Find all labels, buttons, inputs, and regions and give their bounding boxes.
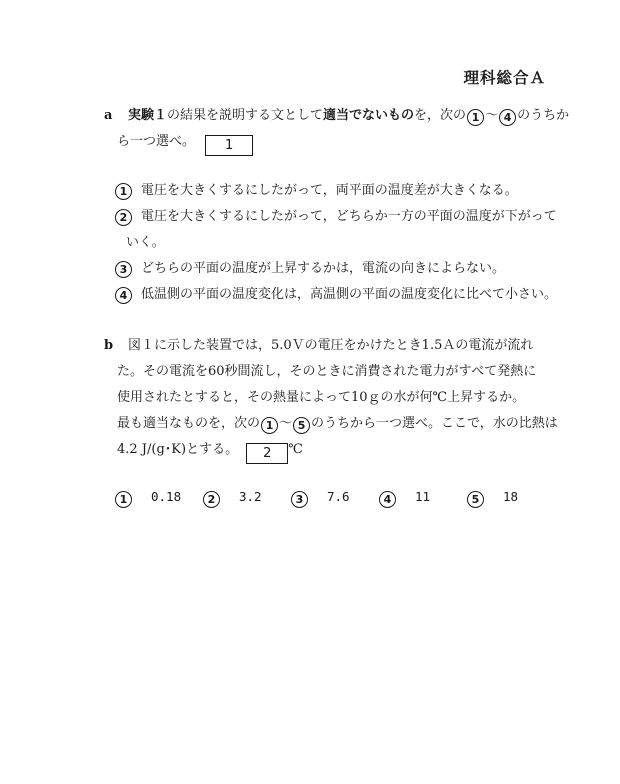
choice-2 <box>202 487 262 508</box>
question-b-text1: 図１に示した装置では，5.0Ｖの電圧をかけたとき1.5Ａの電流が流れ <box>128 338 534 353</box>
question-b-text4b: のうちから一つ選べ。ここで，水の比熱は <box>311 416 558 431</box>
emphasis-not-appropriate: 適当でないもの <box>323 108 415 123</box>
option-2-text: 電圧を大きくするにしたがって，どちらか一方の平面の温度が下がって <box>141 209 557 224</box>
choice-4-circle: 4 <box>379 491 396 508</box>
range-b-sep: 〜 <box>279 416 293 431</box>
question-b-letter: b <box>104 338 114 353</box>
choice-2-value: 3.2 <box>239 489 262 504</box>
question-a-text4: ら一つ選べ。 <box>117 134 196 149</box>
option-3-circle: 3 <box>115 261 132 278</box>
unit-celsius: ℃ <box>288 442 303 457</box>
question-a-text3: のうちか <box>517 108 570 123</box>
option-3-text: どちらの平面の温度が上昇するかは，電流の向きによらない。 <box>141 261 506 276</box>
question-b-text4a: 最も適当なものを，次の <box>117 416 261 431</box>
choice-1-value: 0.18 <box>151 489 182 504</box>
choice-1-circle: 1 <box>115 491 132 508</box>
range-sep: 〜 <box>485 108 499 123</box>
option-1-text: 電圧を大きくするにしたがって，両平面の温度差が大きくなる。 <box>141 183 518 198</box>
choice-1 <box>114 487 181 508</box>
range-b-start-circle: 1 <box>261 417 278 434</box>
answer-box-2[interactable]: 2 <box>246 443 288 464</box>
choice-5-circle: 5 <box>467 491 484 508</box>
question-b-line3: 使用されたとすると，その熱量によって10ｇの水が何℃上昇するか。 <box>117 390 526 405</box>
choice-4 <box>378 487 430 508</box>
question-a-line1 <box>104 106 569 126</box>
choice-3-circle: 3 <box>291 491 308 508</box>
choice-3-value: 7.6 <box>327 489 350 504</box>
range-start-circle: 1 <box>467 109 484 126</box>
choice-2-circle: 2 <box>203 491 220 508</box>
question-a-line2 <box>117 132 253 156</box>
option-4-text: 低温側の平面の温度変化は，高温側の平面の温度変化に比べて小さい。 <box>141 287 558 302</box>
choice-3 <box>290 487 350 508</box>
question-b-line1 <box>104 336 533 356</box>
question-a-letter: a <box>104 108 113 123</box>
range-end-circle: 4 <box>499 109 516 126</box>
answer-box-1[interactable]: 1 <box>205 135 253 156</box>
option-2-circle: 2 <box>115 209 132 226</box>
question-a-text1: の結果を説明する文として <box>167 108 324 123</box>
choice-5 <box>466 487 518 508</box>
option-2-text-cont: いく。 <box>126 235 165 250</box>
range-b-end-circle: 5 <box>293 417 310 434</box>
subject-title: 理科総合Ａ <box>463 69 546 87</box>
option-4-circle: 4 <box>115 287 132 304</box>
question-a-text2: を，次の <box>414 108 467 123</box>
question-b-line4 <box>117 414 558 434</box>
question-b-line5 <box>117 440 303 464</box>
choice-5-value: 18 <box>503 489 519 504</box>
question-b-line2: た。その電流を60秒間流し，そのときに消費された電力がすべて発熱に <box>117 364 537 379</box>
question-b-text5: 4.2 J/(g･K)とする。 <box>117 442 239 457</box>
option-1-circle: 1 <box>115 183 132 200</box>
choice-4-value: 11 <box>415 489 431 504</box>
experiment-ref: 実験１ <box>128 108 168 123</box>
